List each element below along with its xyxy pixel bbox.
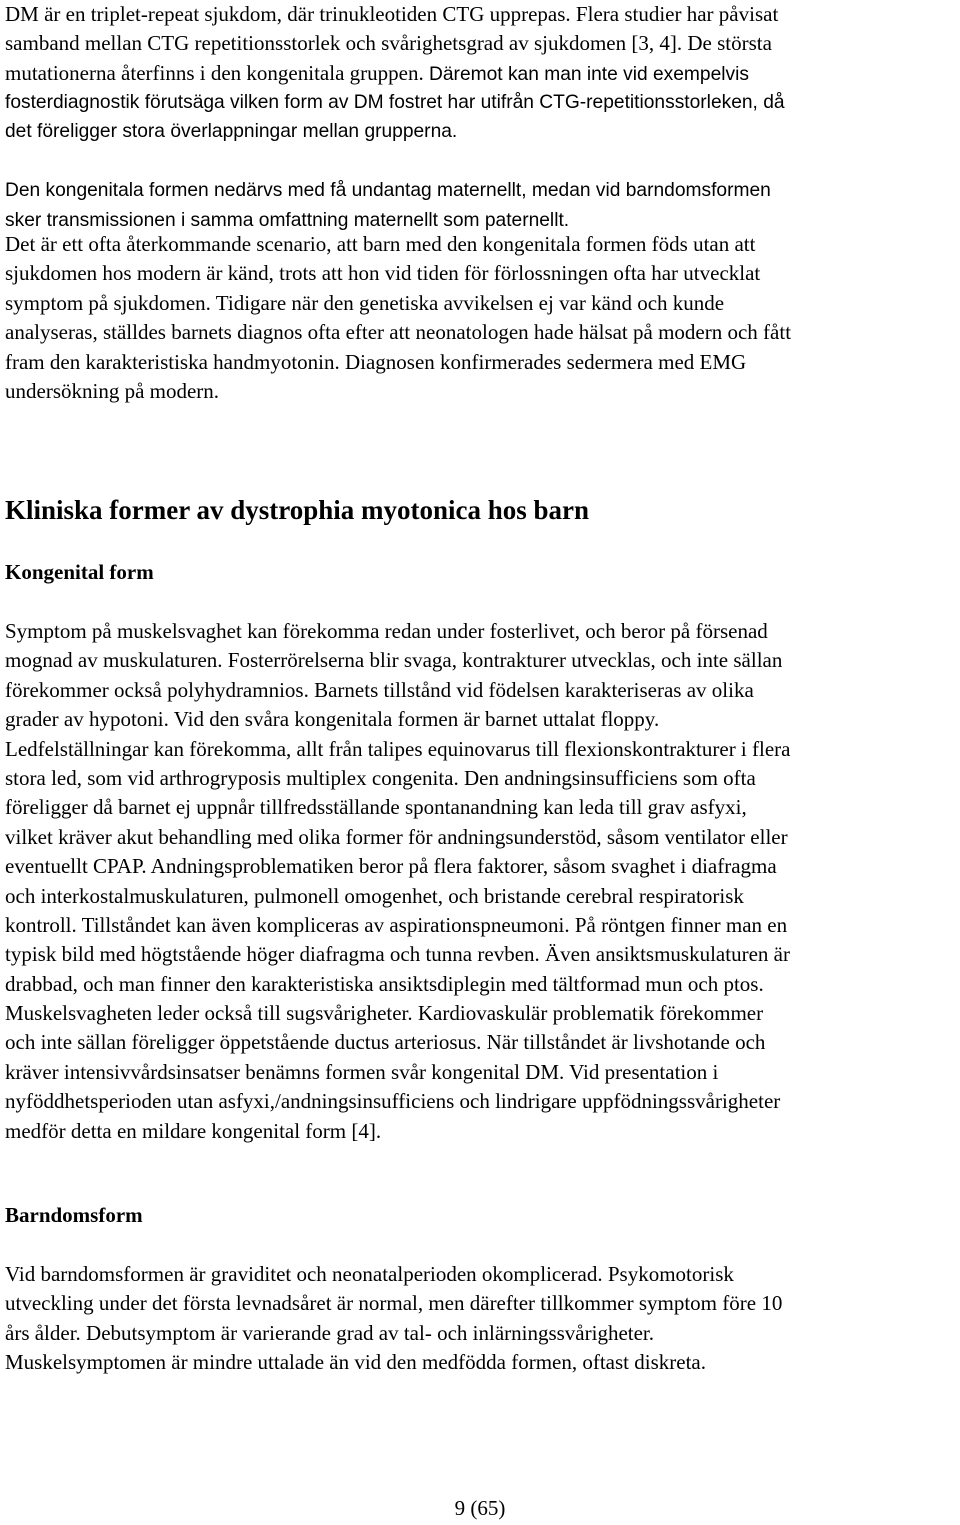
text-line: Symptom på muskelsvaghet kan förekomma redan under fosterlivet, och beror på försenad (5, 619, 768, 643)
text-line (5, 59, 955, 88)
kongenital-paragraph (5, 617, 955, 1146)
text-line: symptom på sjukdomen. Tidigare när den genetiska avvikelsen ej var känd och kunde (5, 290, 725, 315)
subsection-heading-kongenital: Kongenital form (5, 560, 154, 584)
text-line: utveckling under det första levnadsåret är normal, men därefter tillkommer symptom före 10 (5, 1291, 783, 1316)
text-line: kontroll. Tillståndet kan även kompliceras av aspirationspneumoni. På röntgen finner man en (5, 912, 788, 937)
text-line: Den kongenitala formen nedärvs med få undantag maternellt, medan vid barndomsformen (5, 180, 771, 202)
text-line: Muskelsymptomen är mindre uttalade än vid den medfödda formen, oftast diskreta. (5, 1350, 706, 1375)
text-line: kräver intensivvårdsinsatser benämns formen svår kongenital DM. Vid presentation i (5, 1059, 719, 1084)
text-line: och interkostalmuskulaturen, pulmonell omogenhet, och bristande cerebral respiratorisk (5, 883, 744, 908)
text-line: eventuellt CPAP. Andningsproblematiken beror på flera faktorer, såsom svaghet i diafragma (5, 854, 777, 879)
text-line: stora led, som vid arthrogryposis multiplex congenita. Den andningsinsufficiens som ofta (5, 765, 756, 790)
blank-line (5, 147, 955, 176)
text-line: års ålder. Debutsymptom är varierande grad av tal- och inlärningssvårigheter. (5, 1320, 655, 1345)
text-line: mognad av muskulaturen. Fosterrörelserna blir svaga, kontrakturer utvecklas, och inte sällan (5, 648, 783, 673)
scenario-paragraph (5, 230, 955, 406)
text-line: förekommer också polyhydramnios. Barnets tillstånd vid födelsen karakteriseras av olika (5, 677, 754, 702)
text-line: medför detta en mildare kongenital form [4]. (5, 1118, 382, 1143)
text-line: nyföddhetsperioden utan asfyxi,/andningsinsufficiens och lindrigare uppfödningssvårigheter (5, 1089, 781, 1114)
text-line: samband mellan CTG repetitionsstorlek och svårighetsgrad av sjukdomen [3, 4]. De största (5, 31, 772, 56)
text-line: fosterdiagnostik förutsäga vilken form av DM fostret har utifrån CTG-repetitionsstorleken, då (5, 92, 785, 113)
text-run: mutationerna återfinns i den kongenitala gruppen. (5, 60, 424, 85)
sans-text-run: Däremot kan man inte vid exempelvis (423, 63, 749, 85)
section-heading: Kliniska former av dystrophia myotonica hos barn (5, 495, 590, 525)
sans-paragraph (5, 88, 955, 235)
text-line: och inte sällan föreligger öppetstående ductus arteriosus. När tillståndet är livshotande och (5, 1030, 766, 1055)
intro-paragraph (5, 0, 955, 88)
text-line: fram den karakteristiska handmyotonin. Diagnosen konfirmerades sedermera med EMG (5, 349, 747, 374)
subsection-heading-barndom: Barndomsform (5, 1203, 143, 1227)
text-line: vilket kräver akut behandling med olika former för andningsunderstöd, såsom ventilator eller (5, 824, 788, 849)
text-line: sjukdomen hos modern är känd, trots att hon vid tiden för förlossningen ofta har utvecklat (5, 261, 761, 286)
barndom-paragraph (5, 1260, 955, 1378)
text-line: det föreligger stora överlappningar mellan grupperna. (5, 121, 458, 143)
text-line: grader av hypotoni. Vid den svåra kongenitala formen är barnet uttalat floppy. (5, 707, 660, 732)
text-line: undersökning på modern. (5, 378, 220, 403)
text-line: Vid barndomsformen är graviditet och neonatalperioden okomplicerad. Psykomotorisk (5, 1262, 734, 1286)
text-line: drabbad, och man finner den karakteristiska ansiktsdiplegin med tältformad mun och ptos. (5, 971, 764, 996)
text-line: Det är ett ofta återkommande scenario, att barn med den kongenitala formen föds utan att (5, 232, 756, 256)
text-line: typisk bild med högtstående höger diafragma och tunna revben. Även ansiktsmuskulaturen är (5, 942, 790, 967)
page-number: 9 (65) (454, 1496, 506, 1520)
text-line: analyseras, ställdes barnets diagnos ofta efter att neonatologen hade hälsat på modern och fått (5, 320, 792, 345)
text-line: DM är en triplet-repeat sjukdom, där trinukleotiden CTG upprepas. Flera studier har påvisat (5, 2, 779, 26)
text-line: Muskelsvagheten leder också till sugsvårigheter. Kardiovaskulär problematik förekommer (5, 1001, 764, 1026)
text-line: föreligger då barnet ej uppnår tillfredsställande spontanandning kan leda till grav asfyxi, (5, 795, 747, 820)
text-line: Ledfelställningar kan förekomma, allt från talipes equinovarus till flexionskontrakturer i flera (5, 736, 791, 761)
text-line: sker transmissionen i samma omfattning maternellt som paternellt. (5, 209, 570, 231)
